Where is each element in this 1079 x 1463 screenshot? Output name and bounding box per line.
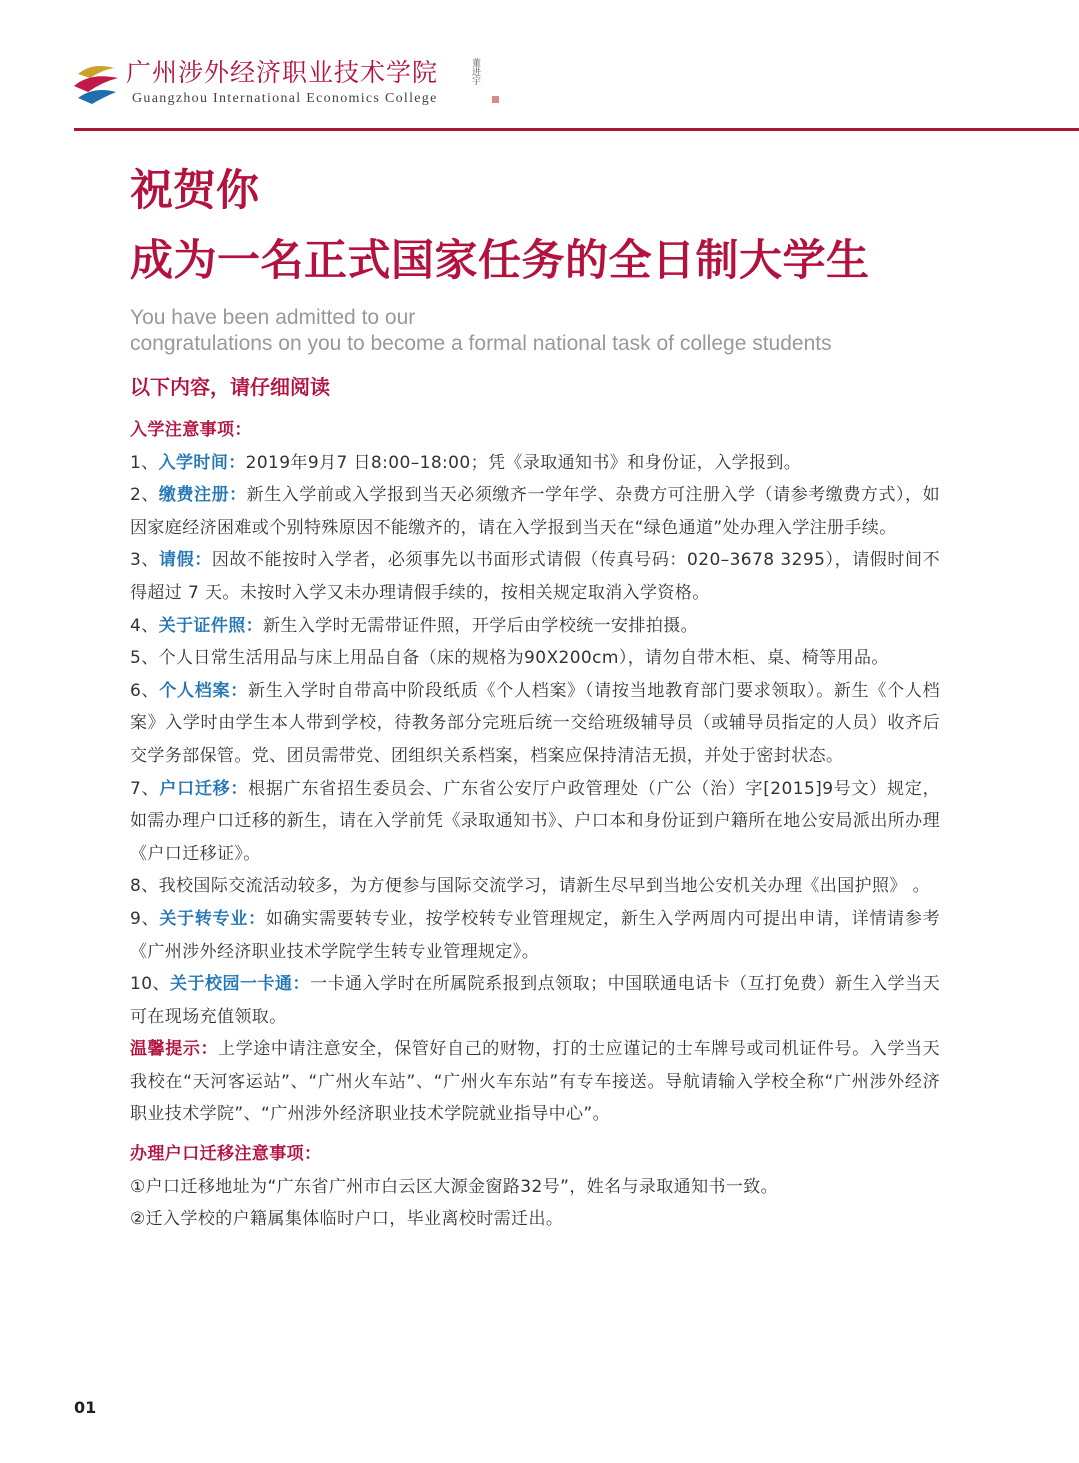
college-logo-icon (72, 60, 120, 106)
title-line2: 成为一名正式国家任务的全日制大学生 (130, 236, 870, 286)
item-label: 缴费注册： (158, 485, 247, 506)
tip-text: 上学途中请注意安全，保管好自己的财物，打的士应谨记的士车牌号或司机证件号。入学当天我校在“天河客运站”、“广州火车站”、“广州火车东站”有专车接送。导航请输入学校全称“广州涉外经济职业技术学院”、“广州涉外经济职业技术学院就业指导中心”。 (130, 1039, 941, 1125)
seal-icon (492, 96, 499, 103)
list-item (130, 903, 940, 968)
list-item (130, 479, 940, 544)
item-text: 新生入学时无需带证件照，开学后由学校统一安排拍摄。 (263, 615, 699, 636)
item-number: 6、 (130, 680, 160, 701)
section-title-hukou: 办理户口迁移注意事项： (130, 1144, 322, 1165)
signature: 董进宇 (470, 58, 480, 85)
college-name-en: Guangzhou International Economics College (132, 91, 438, 106)
college-header (72, 58, 532, 108)
section-title-enrollment: 入学注意事项： (130, 420, 252, 440)
item-label: 请假： (159, 550, 212, 571)
item-number: 1、 (130, 452, 159, 473)
list-item (130, 642, 940, 675)
item-label: 关于证件照： (158, 615, 264, 636)
list-item (130, 968, 940, 1033)
read-carefully-notice: 以下内容，请仔细阅读 (130, 375, 330, 399)
item-number: 7、 (130, 778, 160, 799)
item-label: 关于校园一卡通： (170, 974, 311, 995)
hukou-item: ①户口迁移地址为“广东省广州市白云区大源金窗路32号”，姓名与录取通知书一致。 (130, 1176, 779, 1197)
tip-paragraph (130, 1033, 940, 1131)
enrollment-items (130, 447, 940, 1034)
item-text: 我校国际交流活动较多，为方便参与国际交流学习，请新生尽早到当地公安机关办理《出国护照》 。 (158, 876, 931, 897)
item-number: 9、 (130, 908, 160, 929)
list-item (130, 544, 940, 609)
item-number: 4、 (130, 615, 159, 636)
item-text: 新生入学前或入学报到当天必须缴齐一学年学、杂费方可注册入学（请参考缴费方式），如因家庭经济困难或个别特殊原因不能缴齐的，请在入学报到当天在“绿色通道”处办理入学注册手续。 (130, 485, 940, 538)
item-text: 根据广东省招生委员会、广东省公安厅户政管理处（广公（治）字[2015]9号文）规定，如需办理户口迁移的新生，请在入学前凭《录取通知书》、户口本和身份证到户籍所在地公安局派出所办理《户口迁移证》。 (130, 778, 940, 864)
document-body (130, 414, 940, 1236)
item-number: 8、 (130, 876, 159, 897)
item-label: 关于转专业： (159, 908, 266, 929)
list-item (130, 675, 940, 773)
subtitle-en-line2: congratulations on you to become a formal national task of college students (130, 332, 832, 355)
item-text: 一卡通入学时在所属院系报到点领取；中国联通电话卡（互打免费）新生入学当天可在现场充值领取。 (130, 974, 940, 1027)
item-number: 3、 (130, 550, 160, 571)
header-divider (74, 128, 1079, 131)
item-number: 10、 (130, 974, 171, 995)
list-item (130, 610, 940, 643)
page-number: 01 (74, 1398, 97, 1417)
item-number: 5、 (130, 648, 159, 669)
item-label: 入学时间： (158, 452, 246, 473)
list-item (130, 773, 940, 871)
tip-label: 温馨提示： (130, 1039, 219, 1060)
college-name-cn: 广州涉外经济职业技术学院 (126, 58, 439, 87)
item-text: 如确实需要转专业，按学校转专业管理规定，新生入学两周内可提出申请，详情请参考《广州涉外经济职业技术学院学生转专业管理规定》。 (130, 908, 941, 962)
item-text: 新生入学时自带高中阶段纸质《个人档案》（请按当地教育部门要求领取）。新生《个人档案》入学时由学生本人带到学校，待教务部分完班后统一交给班级辅导员（或辅导员指定的人员）收齐后交学务部保管。党、团员需带党、团组织关系档案，档案应保持清洁无损，并处于密封状态。 (130, 680, 941, 766)
subtitle-en-line1: You have been admitted to our (130, 306, 416, 329)
item-text: 因故不能按时入学者，必须事先以书面形式请假（传真号码：020–3678 3295），请假时间不得超过 7 天。未按时入学又未办理请假手续的，按相关规定取消入学资格。 (130, 550, 940, 603)
item-text: 个人日常生活用品与床上用品自备（床的规格为90X200cm），请勿自带木柜、桌、椅等用品。 (158, 648, 889, 669)
list-item (130, 870, 940, 903)
hukou-item: ②迁入学校的户籍属集体临时户口，毕业离校时需迁出。 (130, 1209, 564, 1230)
list-item (130, 447, 940, 480)
title-line1: 祝贺你 (130, 166, 259, 216)
item-label: 个人档案： (159, 680, 248, 701)
item-label: 户口迁移： (159, 778, 249, 799)
item-number: 2、 (130, 485, 159, 506)
item-text: 2019年9月7 日8:00–18:00；凭《录取通知书》和身份证，入学报到。 (245, 452, 802, 473)
